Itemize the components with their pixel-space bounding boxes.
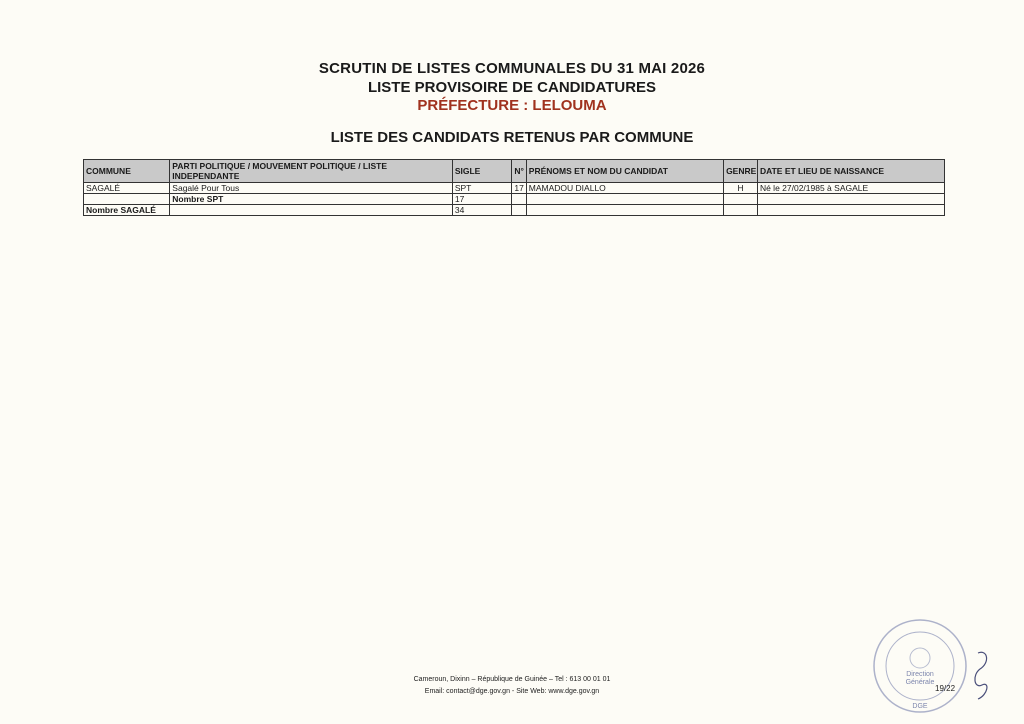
cell-empty xyxy=(526,194,723,205)
footer-contact: Email: contact@dge.gov.gn - Site Web: www.dge.gov.gn xyxy=(424,688,600,695)
cell-empty xyxy=(757,194,944,205)
cell-parti: Sagalé Pour Tous xyxy=(170,183,453,194)
cell-empty xyxy=(724,194,758,205)
stamp-inner-line2: Générale xyxy=(905,679,935,686)
table-header-row xyxy=(84,160,945,183)
column-header-candidat: PRÉNOMS ET NOM DU CANDIDAT xyxy=(526,160,723,183)
cell-empty xyxy=(526,205,723,216)
column-header-parti: PARTI POLITIQUE / MOUVEMENT POLITIQUE / LISTE INDEPENDANTE xyxy=(170,160,453,183)
cell-empty xyxy=(170,205,453,216)
column-header-genre: GENRE xyxy=(724,160,758,183)
column-header-commune: COMMUNE xyxy=(84,160,170,183)
prefecture-title: PRÉFECTURE : LELOUMA xyxy=(417,97,607,114)
cell-numero: 17 xyxy=(512,183,526,194)
cell-commune: SAGALÉ xyxy=(84,183,170,194)
column-header-numero: N° xyxy=(512,160,526,183)
stamp-inner-line1: Direction xyxy=(906,671,934,678)
election-title: SCRUTIN DE LISTES COMMUNALES DU 31 MAI 2026 xyxy=(318,60,706,77)
subtotal-row xyxy=(84,194,945,205)
cell-naissance: Né le 27/02/1985 à SAGALE xyxy=(757,183,944,194)
cell-empty xyxy=(757,205,944,216)
official-stamp xyxy=(870,616,970,716)
cell-empty xyxy=(512,194,526,205)
total-row xyxy=(84,205,945,216)
total-label: Nombre SAGALÉ xyxy=(84,205,170,216)
cell-candidat: MAMADOU DIALLO xyxy=(526,183,723,194)
cell-empty xyxy=(84,194,170,205)
candidates-table xyxy=(83,159,945,216)
cell-genre: H xyxy=(724,183,758,194)
column-header-sigle: SIGLE xyxy=(452,160,512,183)
list-title: LISTE PROVISOIRE DE CANDIDATURES xyxy=(367,79,657,96)
footer-address: Cameroun, Dixinn – République de Guinée – Tel : 613 00 01 01 xyxy=(413,676,611,683)
subtotal-value: 17 xyxy=(452,194,512,205)
subtotal-label: Nombre SPT xyxy=(170,194,453,205)
table-row xyxy=(84,183,945,194)
cell-empty xyxy=(724,205,758,216)
page-number: 19/22 xyxy=(935,684,956,693)
section-title: LISTE DES CANDIDATS RETENUS PAR COMMUNE xyxy=(330,129,694,146)
cell-empty xyxy=(512,205,526,216)
column-header-naissance: DATE ET LIEU DE NAISSANCE xyxy=(757,160,944,183)
stamp-bottom: DGE xyxy=(912,703,928,710)
total-value: 34 xyxy=(452,205,512,216)
cell-sigle: SPT xyxy=(452,183,512,194)
signature xyxy=(960,645,1000,705)
